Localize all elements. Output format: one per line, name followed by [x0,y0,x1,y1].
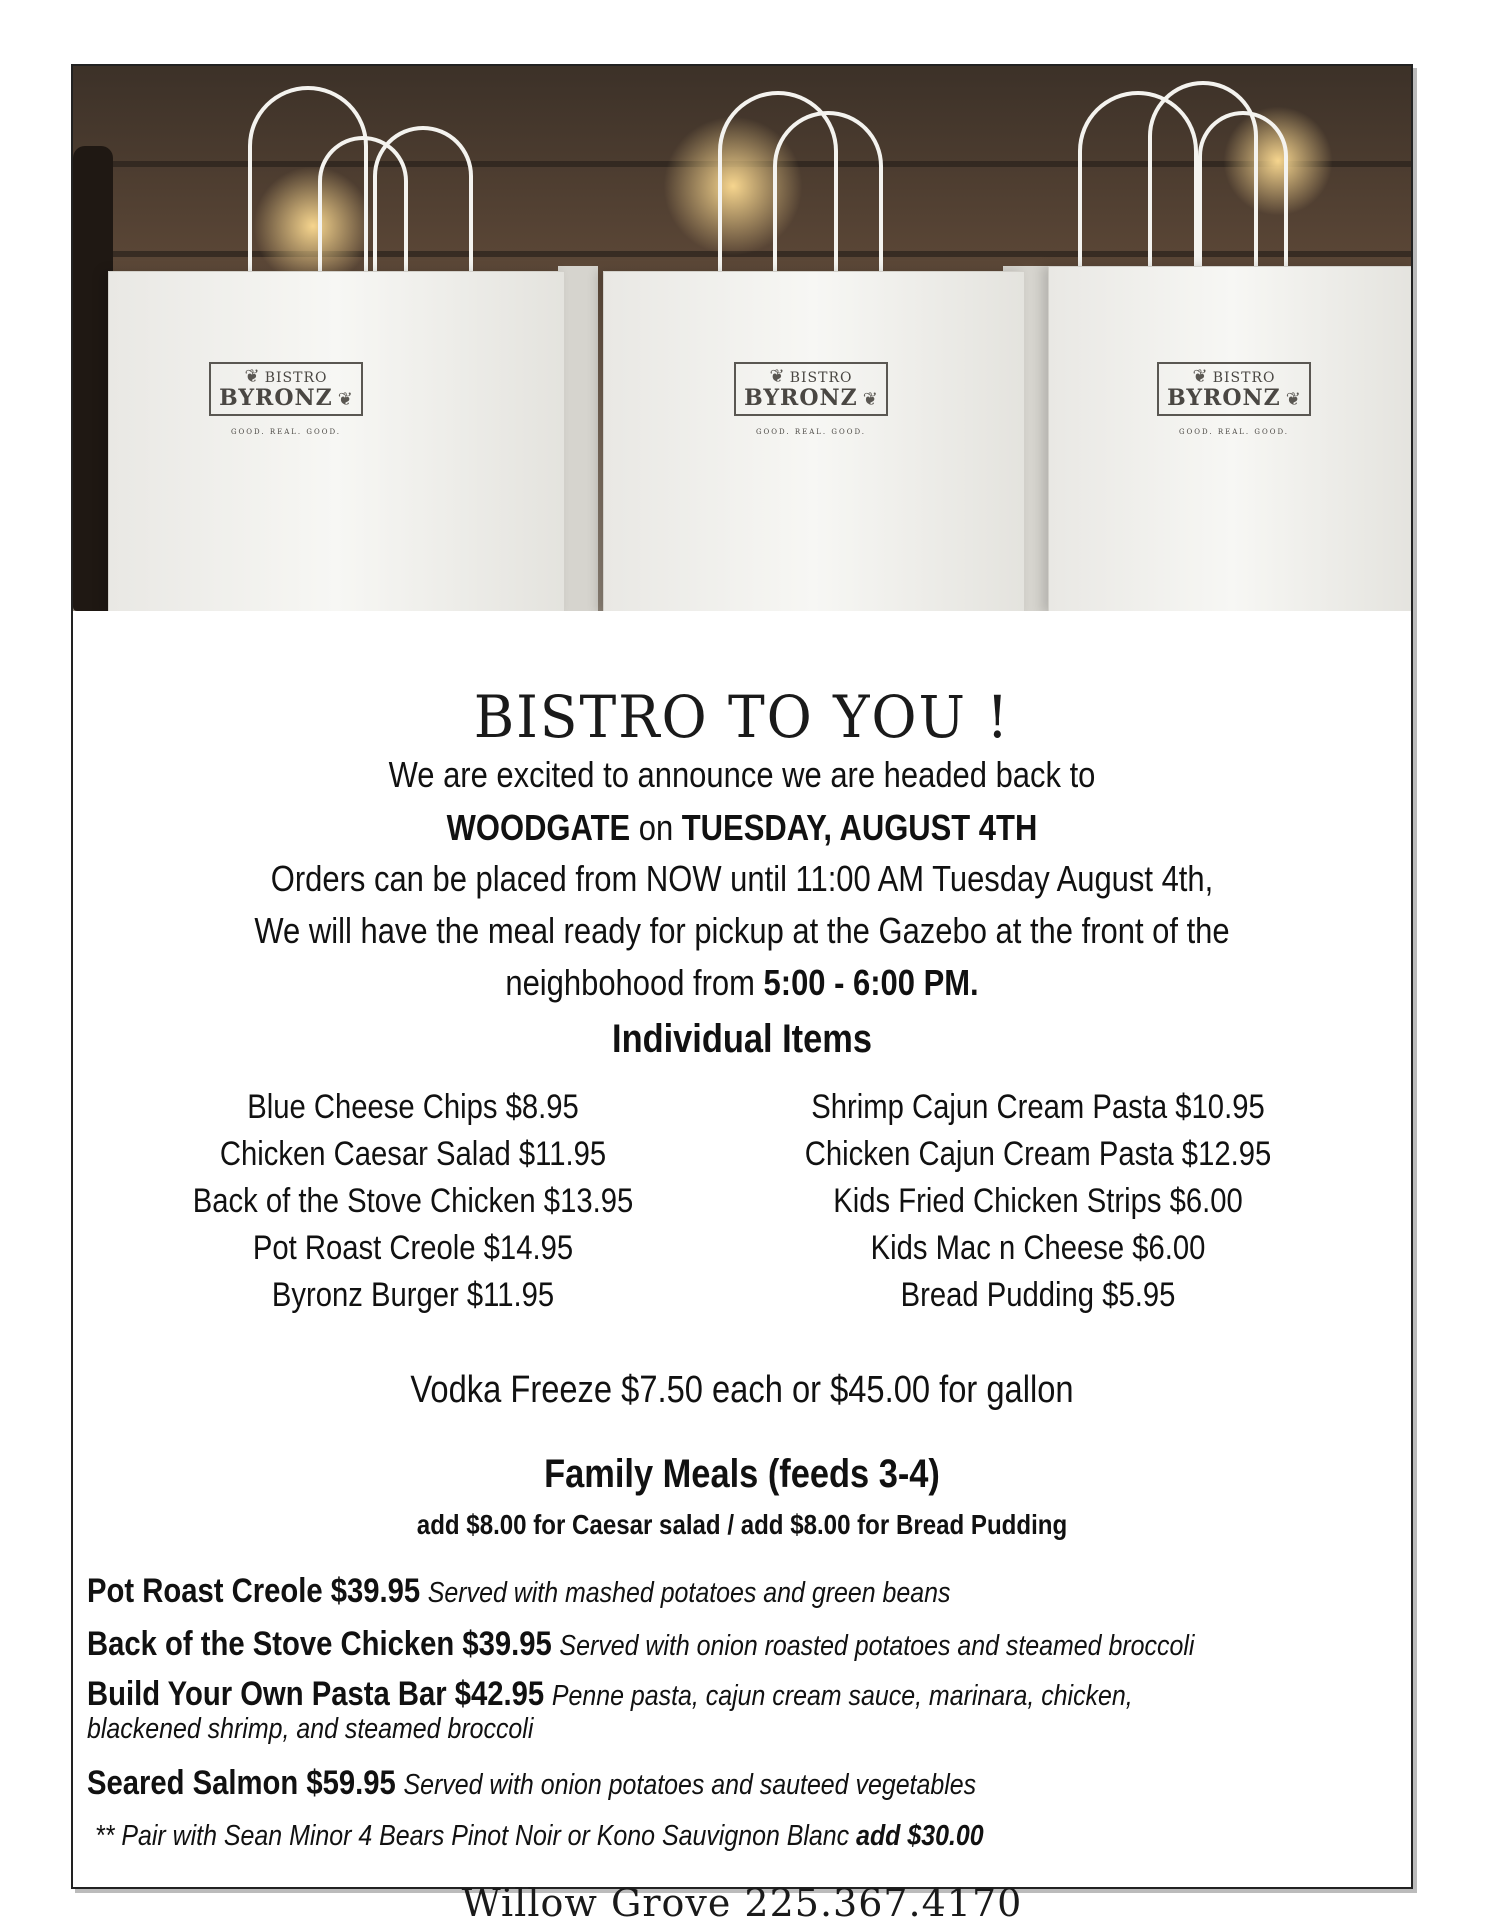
wine-pairing-text: ** Pair with Sean Minor 4 Bears Pinot Noir or Kono Sauvignon Blanc [95,1820,857,1852]
takeout-bag: ❦ BISTRO BYRONZ ❦ GOOD. REAL. GOOD. [108,271,565,611]
announce-on: on [630,807,682,848]
family-item-desc-cont [87,1707,1214,1749]
announce-line-3: Orders can be placed from NOW until 11:00 AM Tuesday August 4th, [270,858,1214,899]
menu-item: Bread Pudding $5.95 [900,1276,1176,1314]
family-item-name: Build Your Own Pasta Bar $42.95 [87,1675,545,1713]
bags-photo [73,66,1411,611]
family-item-desc: Served with onion roasted potatoes and steamed broccoli [559,1630,1195,1662]
announce-line-1: We are excited to announce we are headed back to [388,754,1096,795]
takeout-bag: ❦ BISTRO BYRONZ ❦ GOOD. REAL. GOOD. [603,271,1025,611]
announce-line-4: We will have the meal ready for pickup at the Gazebo at the front of the [254,910,1230,951]
family-heading: Family Meals (feeds 3-4) [544,1452,940,1496]
menu-item: Shrimp Cajun Cream Pasta $10.95 [811,1088,1265,1126]
family-item-desc: Served with onion potatoes and sauteed vegetables [403,1769,977,1801]
wine-bottle [73,146,113,611]
announce-line-5 [167,961,1318,1005]
bag-logo-big: BYRONZ [744,384,858,411]
family-item [87,1571,1214,1613]
family-item-name: Pot Roast Creole $39.95 [87,1572,421,1610]
family-item [87,1624,1214,1666]
individual-heading: Individual Items [612,1017,872,1061]
bag-logo-tagline: GOOD. REAL. GOOD. [755,427,867,436]
drink-item: Vodka Freeze $7.50 each or $45.00 for gallon [410,1369,1074,1411]
headline: BISTRO TO YOU ! [473,683,1011,751]
family-item-desc: Served with mashed potatoes and green beans [427,1577,951,1609]
flyer-page [71,64,1413,1925]
bag-logo-big: BYRONZ [1167,384,1281,411]
announce-line-5-text: neighbohood from [505,962,764,1003]
bag-logo-small: BISTRO [789,369,853,386]
bag-logo-tagline: GOOD. REAL. GOOD. [1178,427,1290,436]
bag-logo-small: BISTRO [264,369,328,386]
family-item-desc: Penne pasta, cajun cream sauce, marinara, chicken, [551,1680,1133,1712]
family-item [87,1763,1214,1805]
menu-item: Back of the Stove Chicken $13.95 [192,1182,634,1220]
wine-pairing-price: add $30.00 [856,1820,984,1852]
event-date: TUESDAY, AUGUST 4TH [681,807,1038,848]
menu-item: Blue Cheese Chips $8.95 [247,1088,579,1126]
bag-logo-tagline: GOOD. REAL. GOOD. [230,427,342,436]
wine-pairing [95,1814,1222,1856]
family-item-desc-line-2: blackened shrimp, and steamed broccoli [87,1713,534,1745]
menu-item: Chicken Caesar Salad $11.95 [219,1135,607,1173]
individual-items-left [155,1084,671,1319]
menu-item: Chicken Cajun Cream Pasta $12.95 [804,1135,1272,1173]
family-item-name: Seared Salmon $59.95 [87,1764,396,1802]
announce-line-2 [167,806,1318,850]
menu-item: Pot Roast Creole $14.95 [252,1229,574,1267]
menu-item: Kids Fried Chicken Strips $6.00 [833,1182,1243,1220]
family-item-name: Back of the Stove Chicken $39.95 [87,1625,552,1663]
family-addons: add $8.00 for Caesar salad / add $8.00 for Bread Pudding [416,1509,1068,1540]
pickup-time: 5:00 - 6:00 PM. [763,962,979,1003]
menu-item: Kids Mac n Cheese $6.00 [870,1229,1206,1267]
event-location: WOODGATE [446,807,631,848]
bag-logo-big: BYRONZ [219,384,333,411]
bag-logo-small: BISTRO [1212,369,1276,386]
menu-item: Byronz Burger $11.95 [271,1276,555,1314]
footer-contact: Willow Grove 225.367.4170 [461,1881,1023,1925]
takeout-bag: ❦ BISTRO BYRONZ ❦ GOOD. REAL. GOOD. [1048,266,1411,611]
individual-items-right [780,1084,1296,1319]
